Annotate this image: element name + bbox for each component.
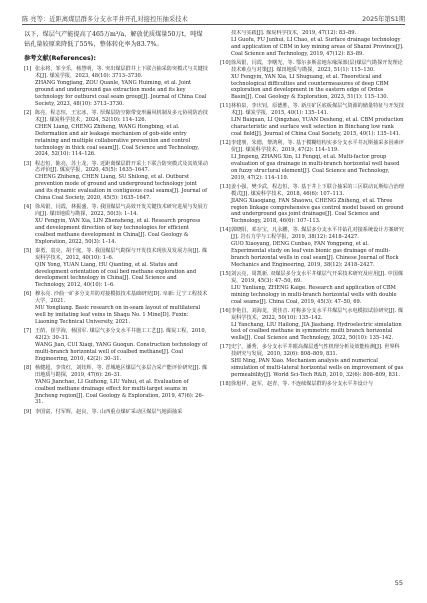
reference-zh: 郭晓阳，邓存宝，凡永鹏，等. 煤层多分支水平井钻孔对接系统设计方案研究[J]. 岩石力学与工程学报，2019, 38(12): 2418–2427. [231,227,404,241]
reference-number: [14] [220,227,231,234]
reference-en: CHEN Liang, CHENG Zhiheng, WANG Hongbing, et al. Deformation and air leakage mechanism of gob-side entry retaining and multiple collaborative prevention and control technology in thick coal seam[J]. Coal Science and Technology, 2024, 52(10): 114–126. [35,123,199,158]
left-column [24,30,208,418]
reference-item [24,409,208,416]
reference-en: LI Jinpeng, ZHANG Xin, LI Fengqi, et al. Multi-factor group evaluation of gas drainage in multi-branch horizontal well based on fuzzy structural element[J]. Coal Science and Technology, 2019, 47(2): 114–119. [231,153,400,181]
reference-zh: 李艳昌，刘海龙，贾佳音. 对称多分支水平井煤层气水电模拟试验研究[J]. 煤炭科学技术，2022, 50(10): 135–142. [231,307,403,321]
reference-en: SHI Ning, PAN Xiao. Mechanism analysis and numerical simulation of multi-lateral horizontal wells on improvement of gas permeability[J]. World Sci-Tech R&D, 2010, 32(6): 808–809, 831. [231,358,404,379]
reference-item [220,308,404,343]
reference-en: MU Yongliang. Basic research on in-seam layout of multilateral well by imitating leaf veins in Shaqu No. 1 Mine[D]. Fuxin: Liaoning Technical University, 2021. [35,305,201,326]
reference-number: [11] [220,103,231,110]
references-heading: 参考文献(References): [24,55,96,63]
reference-zh: 陈亮，程志恒，王宏冰，等. 厚煤层防空隙带变形漏风机制及多元协同防治技术[J]. 煤炭科学技术，2024, 52(10): 114–126. [35,110,208,123]
reference-item [220,227,404,268]
reference-en: JIANG Xiaoqiang, FAN Shaowu, CHENG Zhiheng, et al. Three region linkage comprehensive gas control model based on ground and underground gas joint drainage[J]. Coal Science and Technology, 2018, 46(6): 107–113. [231,197,404,225]
intro-paragraph: 以下，煤层气产能提高了465万m³/a，解放优质煤量50万t，吨煤钻孔量较原来降低了55%，整体转化率为83.7%。 [24,31,203,48]
reference-en: WANG Jian, CUI Xiaqi, YANG Guoqun. Construction technology of multi-branch horizontal well of coalbed methane[J]. Coal Engineering, 2010, 42(2): 30–31. [35,341,208,362]
reference-en: LIU Yunliang, ZHENG Kaige. Research and application of CBM mining technology in multi-branch horizontal wells with double coal seams[J]. China Coal, 2019, 45(3): 47–50, 69. [231,284,397,305]
reference-number: [3] [24,160,32,167]
reference-zh: 李国富，付军辉，赵良，等. 山西重点煤矿采动区煤层气地面抽采 [35,408,183,415]
reference-item [24,291,208,326]
reference-number: [8] [24,364,32,371]
header-rule [22,24,405,25]
reference-en: GUO Xiaoyang, DENG Cunbao, FAN Yongpeng, et al. Experimental study on leaf vein bionic gas drainage of multi-branch horizontal wells in coal seam[J]. Chinese Journal of Rock Mechanics and Engineering, 2019, 38(12): 2418–2427. [231,241,399,268]
reference-zh: 刘云亮，周凯新. 双煤层多分支水平井煤层气开采技术研究及应用[J]. 中国煤炭，2019, 45(3): 47–50, 69. [231,271,403,284]
reference-number: [6] [24,291,32,298]
reference-number: [2] [24,110,32,117]
reference-item [24,161,208,202]
reference-item [24,248,208,289]
reference-item [220,30,404,58]
reference-en: LI Guofu, FU Junhui, LI Chao, et al. Surface drainage technology and application of CBM in key mining areas of Shanxi Province[J]. Coal Science and Technology, 2019, 47(12): 83–89. [231,36,404,57]
reference-en: ZHANG Yongjiang, ZOU Quanle, YANG Huiming, et al. Joint ground and underground gas extraction mode and its key technology for outburst coal seam group[J]. Journal of China Coal Society, 2023, 48(10): 3713–3730. [35,80,207,107]
reference-zh: 史宁，潘秀，多分支水平井眼高煤层透气性机理分析及效能检测[J]. 世界科技研究与发展，2010, 32(6): 808–809, 831. [231,344,400,358]
reference-zh: 穆永亮. 沙曲一矿多分支井防对接模拟技术基础研究[D]. 阜新: 辽宁工程技术大学，2021. [35,291,208,305]
reference-item [220,140,404,181]
reference-number: [1] [24,66,32,73]
reference-number: [17] [220,344,231,351]
reference-item [220,60,404,101]
reference-item [24,110,208,158]
reference-zh: 秦勇，袁亮，胡千庭，等. 我国煤层气勘探与开发技术现状及发展方向[J]. 煤炭科学技术，2012, 40(10): 1–6. [35,247,207,261]
reference-en: LI Yanchang, LIU Hailong, JIA Jiashang. Hydroelectric simulation test of coalbed methane in symmetric multi branch horizontal wells[J]. Coal Science and Technology, 2022, 50(10): 135–142. [231,321,402,342]
reference-zh: 林柏泉，李庆钊，原德胜，等. 新庄矿区底板煤层气资源的储量特征与开发技术[J]. 煤炭学报，2015, 40(1): 135–141. [231,103,404,117]
reference-zh: 徐凤银，闫霞，李曙光，等. 鄂尔多斯盆地东缘深部(层)煤层气勘探开发理论技术难点与对策[J]. 煤田地质与勘探，2023, 51(1): 115–130. [231,59,403,73]
reference-item [220,344,404,379]
reference-en: QIN Yong, YUAN Liang, HU Qianting, et al. Status and development orientation of coal bed methane exploration and development technology in China[J]. Coal Science and Technology, 2012, 40(10): 1–6. [35,261,197,289]
reference-item [220,184,404,225]
reference-number: [10] [220,59,231,66]
reference-zh: 李建朋，朱德，黎鸿利，等. 基于模糊结构实多分支水平井瓦斯抽采多因素评价[J]. 煤炭科学技术，2019, 47(2): 114–119. [231,140,404,154]
page-number: 55 [394,579,403,587]
reference-item [220,381,404,388]
reference-number: [5] [24,247,32,254]
reference-number: [18] [220,381,231,388]
reference-zh: 王荫，崔学海，杨国军. 煤层气多分支水平井施工工艺[J]. 煤炭工程，2010, 42(2): 30–31. [35,328,207,342]
header-issue: 2025年第S1期 [362,16,405,23]
reference-en: YANG Jianchao, LI Guihong, LIU Yuhui, et al. Evaluation of coalbed methane drainage effect for multi-target seams in Jincheng region[J]. Coal Geology & Exploration, 2019, 47(6): 26–31. [35,378,205,406]
reference-en: XU Fengyin, YAN Xia, LI Shuguang, et al. Theoretical and technological difficulties and countermeasures of deep CBM exploration and development in the eastern edge of Ordos Basin[J]. Coal Geology & Exploration, 2023, 51(1): 115–130. [231,73,389,101]
reference-zh: 姜小强，樊少武，程志恒，等. 基于井上下联合抽采的三区联动瓦斯综合治理模式[J]. 煤炭科学技术，2018, 46(6): 107–113. [231,183,404,197]
reference-zh: 程志恒，陈亮，苏士龙，等. 近距离煤层群开采上下联合防突模式及其效果动态评价[J]. 煤炭学报，2020, 45(5): 1635–1647. [35,160,208,174]
reference-number: [4] [24,204,32,211]
reference-zh: 徐凤银，闫霞，林振盛，等. 我国煤层气高效开发关键技术研究进展与发展方向[J]. 煤田地质与勘探，2022, 50(3): 1–14. [35,204,208,218]
reference-item [24,365,208,406]
reference-en: CHENG Zhiheng, CHEN Liang, SU Shilong, et al. Outburst prevention mode of ground and underground technology joint and its dynamic evaluation in contiguous coal seams[J]. Journal of China Coal Society, 2020, 45(5): 1635–1647. [35,174,208,202]
reference-number: [13] [220,183,231,190]
reference-item [24,204,208,245]
reference-number: [7] [24,328,32,335]
header-article-title: 陈 亮等：近距离煤层群多分支水平井开孔对接控压抽采技术 [22,16,188,23]
reference-zh: 杨健超，李贵红，刘钰辉，等. 晋城地区煤层气多层合采产能评价研究[J]. 煤田地质与勘探，2019, 47(6): 26–31. [35,364,207,378]
reference-item [24,328,208,363]
reference-zh: 徐旭祥，赵军，赵青，等. 不连续煤层群的多分支水平井设计与 [231,381,374,388]
reference-en: XU Fengyin, YAN Xia, LIN Zhensheng, et al. Research progress and development direction of key technologies for efficient coalbed methane development in China[J]. Coal Geology & Exploration, 2022, 50(3): 1–14. [35,218,201,245]
reference-number: [9] [24,408,32,415]
reference-en: LIN Baiquan, LI Qingzhao, YUAN Desheng, et al. CBM production characteristic and surface well selection in Binchang low rank coal field[J]. Journal of China Coal Society, 2015, 40(1): 135–141. [231,117,404,138]
reference-zh: 技术与实践[J]. 煤炭科学技术，2019, 47(12): 83–89. [231,30,357,36]
reference-number: [16] [220,307,231,314]
right-column [220,30,404,390]
reference-item [220,103,404,138]
reference-item [24,66,208,107]
reference-number: [15] [220,271,231,278]
reference-item [220,271,404,306]
reference-number: [12] [220,140,231,147]
reference-zh: 张永将，邹全乐，杨慧明，等. 突出煤层群井上下联合抽采防突模式与关键技术[J]. 煤炭学报，2023, 48(10): 3713–3730. [35,66,208,80]
